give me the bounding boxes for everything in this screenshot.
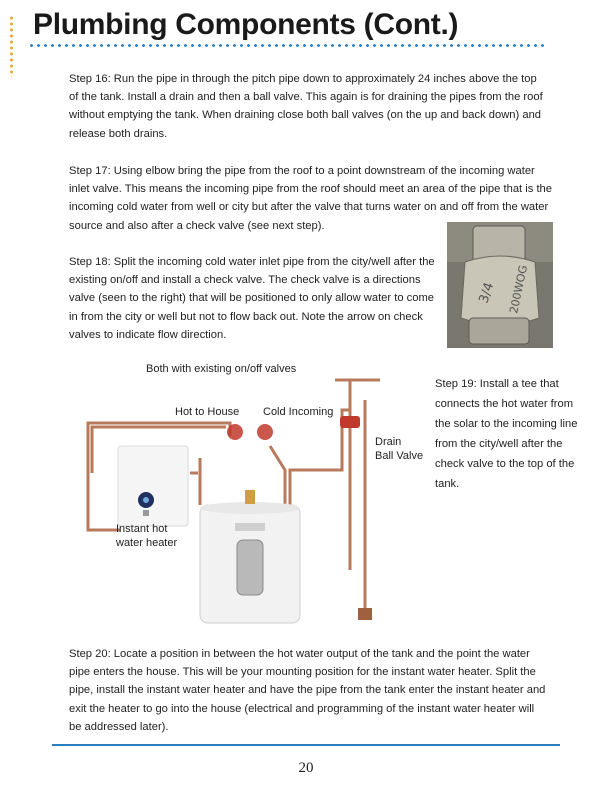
title-dotted-underline xyxy=(28,44,548,47)
page-number: 20 xyxy=(298,760,314,776)
water-heater-label: water heater xyxy=(116,537,178,549)
ball-valve-label: Ball Valve xyxy=(375,450,424,462)
diagram-caption: Both with existing on/off valves xyxy=(146,363,297,375)
side-dot-decoration xyxy=(10,15,13,77)
step-19-text: Step 19: Install a tee that connects the hot water from the solar to the incoming line from the city/well after the check valve to the top of the tank. xyxy=(435,378,578,490)
valve-rating-marking: 200WOG xyxy=(507,263,531,315)
step-20-text: Step 20: Locate a position in between the hot water output of the tank and the point the water pipe enters the house. This will be your mounting position for the instant water heater. Split the pipe, install the instant water heater and have the pipe from the tank enter the instant heater and exit the heater to go into the house (electrical and programming of the instant water heater will be addressed later). xyxy=(69,648,546,733)
cold-incoming-label: Cold Incoming xyxy=(263,406,334,418)
step-18-text: Step 18: Split the incoming cold water inlet pipe from the city/well after the existing on/off and install a check valve. The check valve is a directions valve (seen to the right) that will be positioned to only allow water to come in from the city or well but not to flow back out. Note the arrow on check valves to indicate flow direction. xyxy=(69,256,435,341)
footer-rule xyxy=(52,744,560,746)
pipe-diagram-graphic xyxy=(80,360,430,625)
page-title: Plumbing Components (Cont.) xyxy=(33,8,459,41)
drain-label: Drain xyxy=(375,436,402,448)
step-16-text: Step 16: Run the pipe in through the pitch pipe down to approximately 24 inches above the top of the tank. Install a drain and then a ball valve. This again is for draining the pipes from the roof without emptying the tank. When draining close both ball valves (on the up and back down) and release both drains. xyxy=(69,73,543,140)
plumbing-diagram xyxy=(80,360,430,625)
valve-size-marking: 3/4 xyxy=(476,280,498,306)
hot-to-house-label: Hot to House xyxy=(175,406,240,418)
check-valve-photo xyxy=(447,222,553,348)
instant-hot-label: Instant hot xyxy=(116,523,168,535)
step-17-text: Step 17: Using elbow bring the pipe from the roof to a point downstream of the incoming water inlet valve. This means the incoming pipe from the roof should meet an area of the pipe that is the incoming cold water from well or city but after the valve that turns water on and off from the water source and also after a check valve (see next step). xyxy=(69,165,552,232)
